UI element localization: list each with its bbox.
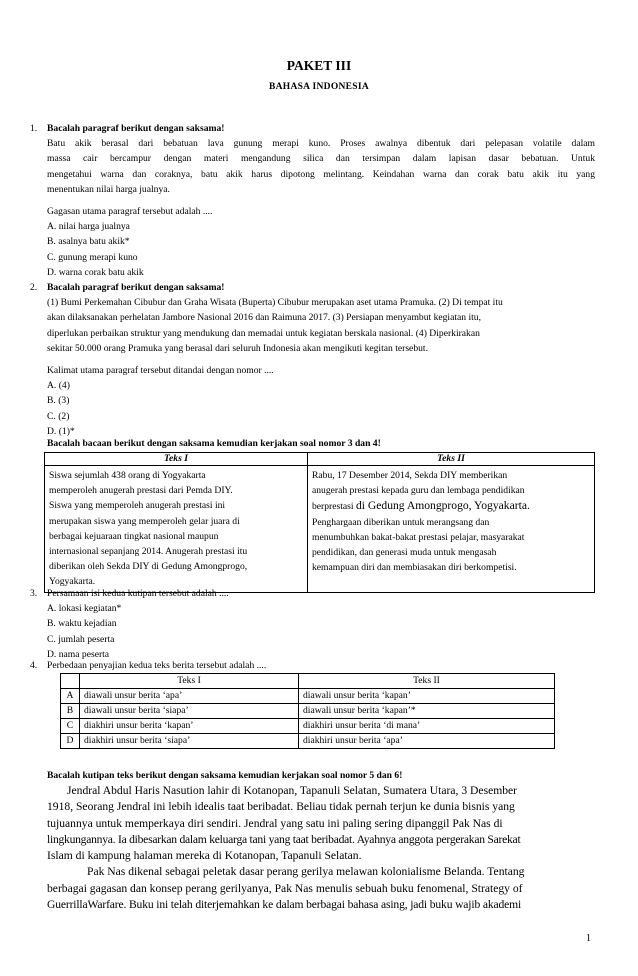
table-header: Teks I	[45, 453, 308, 466]
text-line: Rabu, 17 Desember 2014, Sekda DIY memberikan	[312, 470, 508, 481]
text-2-cell	[308, 466, 595, 593]
passage-line: berbagai gagasan dan konsep perang gerilyanya, Pak Nas menulis sebuah buku fenomenal, Strategy of	[47, 881, 523, 895]
option-letter: C	[61, 719, 80, 734]
passage-line: GuerrillaWarfare. Buku ini telah diterjemahkan ke dalam berbagai bahasa asing, jadi buku wajib akademi	[47, 898, 522, 912]
paragraph-line: Batu akik berasal dari bebatuan lava gunung merapi kuno. Proses awalnya dibentuk dari pelepasan volatile dalam	[47, 138, 595, 150]
passage-instruction-5-6: Bacalah kutipan teks berikut dengan saksama kemudian kerjakan soal nomor 5 dan 6!	[47, 770, 403, 781]
question-text: Persamaan isi kedua kutipan tersebut adalah ....	[47, 588, 229, 599]
answer-option: A. nilai harga jualnya	[47, 221, 130, 233]
option-text-1: diawali unsur berita ‘siapa’	[80, 704, 299, 719]
paragraph-line: menentukan nilai harga jualnya.	[47, 183, 170, 195]
text-line: merupakan siswa yang memperoleh gelar juara di	[49, 515, 240, 527]
answer-option: B. asalnya batu akik*	[47, 236, 130, 248]
option-letter: B	[61, 704, 80, 719]
paragraph-line: massa cair bercampur dengan materi mengandung silica dan tersimpan dalam lapisan dasar bebatuan. Untuk	[47, 153, 595, 165]
paragraph-line: sekitar 50.000 orang Pramuka yang berasal dari seluruh Indonesia akan mengikuti kegitan tersebut.	[47, 342, 428, 354]
answer-option: A. lokasi kegiatan*	[47, 603, 122, 615]
passage-line: Islam di kampung halaman mereka di Kotanopan, Tapanuli Selatan.	[47, 849, 362, 863]
option-text-1: diakhiri unsur berita ‘siapa’	[80, 734, 299, 749]
question-4	[30, 658, 595, 673]
question-number: 2.	[30, 282, 38, 293]
paragraph-line: diperlukan perbaikan struktur yang mendukung dan memadai untuk kegiatan berskala nasional. (4) Diperkirakan	[47, 327, 480, 339]
answer-option: C. (2)	[47, 410, 70, 422]
option-text-2: diawali unsur berita ‘kapan’	[299, 689, 555, 704]
paragraph	[47, 295, 595, 356]
answer-option: B. (3)	[47, 395, 70, 407]
question-1	[30, 121, 595, 280]
answer-option: D. warna corak batu akik	[47, 266, 144, 278]
table-header: Teks II	[308, 453, 595, 466]
question-text: Kalimat utama paragraf tersebut ditandai dengan nomor ....	[47, 365, 274, 377]
passage-line: 1918, Seorang Jendral ini lebih idealis taat beribadat. Beliau tidak pernah terjun ke dunia bisnis yang	[47, 800, 515, 814]
table-row	[61, 704, 555, 719]
text-line: anugerah prestasi kepada guru dan lembaga pendidikan	[312, 485, 525, 497]
option-text-1: diawali unsur berita ‘apa’	[80, 689, 299, 704]
paragraph-line: akan dilaksanakan perhelatan Jambore Nasional 2016 dan Raimuna 2017. (3) Persiapan menyambut kegiatan itu,	[47, 312, 481, 324]
answer-option: D. nama peserta	[47, 648, 110, 660]
answer-table	[60, 673, 555, 749]
option-letter: A	[61, 689, 80, 704]
text-line: Siswa yang memperoleh anugerah prestasi ini	[49, 500, 226, 512]
passage-instruction-3-4: Bacalah bacaan berikut dengan saksama kemudian kerjakan soal nomor 3 dan 4!	[47, 438, 381, 449]
text-line: pendidikan, dan generasi muda untuk mengasah	[312, 547, 497, 559]
paket-title: PAKET III	[286, 58, 352, 73]
page-number: 1	[586, 933, 591, 944]
answer-option: D. (1)*	[47, 425, 75, 437]
text-fragment: berprestasi	[312, 501, 354, 513]
question-number: 1.	[30, 123, 38, 134]
question-instruction: Bacalah paragraf berikut dengan saksama!	[47, 282, 225, 293]
text-line: Penghargaan diberikan untuk merangsang dan	[312, 516, 490, 528]
question-instruction: Bacalah paragraf berikut dengan saksama!	[47, 123, 225, 134]
table-header: Teks I	[80, 674, 299, 689]
text-line: Siswa sejumlah 438 orang di Yogyakarta	[49, 470, 206, 481]
option-text-2: diawali unsur berita ‘kapan’*	[299, 704, 555, 719]
question-text: Gagasan utama paragraf tersebut adalah ....	[47, 206, 213, 218]
passage-line: lingkungannya. Ia dibesarkan dalam keluarga tani yang taat beribadat. Ayahnya anggota pergerakan Sarekat	[47, 832, 521, 846]
passage-line: Pak Nas dikenal sebagai peletak dasar perang gerilya melawan kolonialisme Belanda. Tentang	[87, 865, 525, 879]
question-2	[30, 280, 595, 439]
text-line: kemampuan diri dan membiasakan diri berkompetisi.	[312, 562, 517, 574]
question-number: 4.	[30, 660, 38, 671]
question-3	[30, 586, 595, 662]
answer-option: C. gunung merapi kuno	[47, 251, 138, 263]
paragraph-line: (1) Bumi Perkemahan Cibubur dan Graha Wisata (Buperta) Cibubur merupakan aset utama Pramuka. (2) Di tempat itu	[47, 297, 503, 309]
text-line: internasional sepanjang 2014. Anugerah prestasi itu	[49, 546, 248, 558]
table-header-blank	[61, 674, 80, 689]
table-header: Teks II	[299, 674, 555, 689]
paragraph-line: mengetahui warna dan coraknya, batu akik harus dipotong melintang. Keindahan warna dan corak batu akik itu yang	[47, 168, 595, 180]
text-1-cell	[45, 466, 308, 593]
passage-line: Jendral Abdul Haris Nasution lahir di Kotanopan, Tapanuli Selatan, Sumatera Utara, 3 Desember	[67, 784, 518, 797]
answer-option: C. jumlah peserta	[47, 633, 115, 645]
question-number: 3.	[30, 588, 38, 599]
answer-option: B. waktu kejadian	[47, 618, 117, 630]
subject-title: BAHASA INDONESIA	[268, 82, 370, 92]
text-line: memperoleh anugerah prestasi dari Pemda DIY.	[49, 485, 233, 497]
text-line: berbagai kejuaraan tingkat nasional maupun	[49, 530, 219, 542]
paragraph	[47, 136, 595, 197]
text-line: diberikan oleh Sekda DIY di Gedung Amongprogo,	[49, 561, 248, 573]
text-fragment: di Gedung Amongprogo, Yogyakarta.	[355, 499, 530, 513]
option-text-1: diakhiri unsur berita ‘kapan’	[80, 719, 299, 734]
option-text-2: diakhiri unsur berita ‘apa’	[299, 734, 555, 749]
passage-5-6	[47, 783, 597, 913]
text-line: menumbuhkan bakat-bakat prestasi pelajar, masyarakat	[312, 531, 525, 543]
answer-option: A. (4)	[47, 380, 70, 392]
question-text: Perbedaan penyajian kedua teks berita tersebut adalah ....	[47, 660, 267, 671]
option-letter: D	[61, 734, 80, 749]
option-text-2: diakhiri unsur berita ‘di mana’	[299, 719, 555, 734]
table-row	[61, 719, 555, 734]
passage-line: tujuannya untuk memperkaya diri sendiri. Jendral yang satu ini paling sering dipanggil Pak Nas di	[47, 816, 503, 830]
table-row	[61, 734, 555, 749]
table-row	[61, 689, 555, 704]
news-texts-table	[44, 452, 595, 593]
text-line	[312, 498, 590, 514]
text-line: Yogyakarta.	[49, 576, 96, 588]
